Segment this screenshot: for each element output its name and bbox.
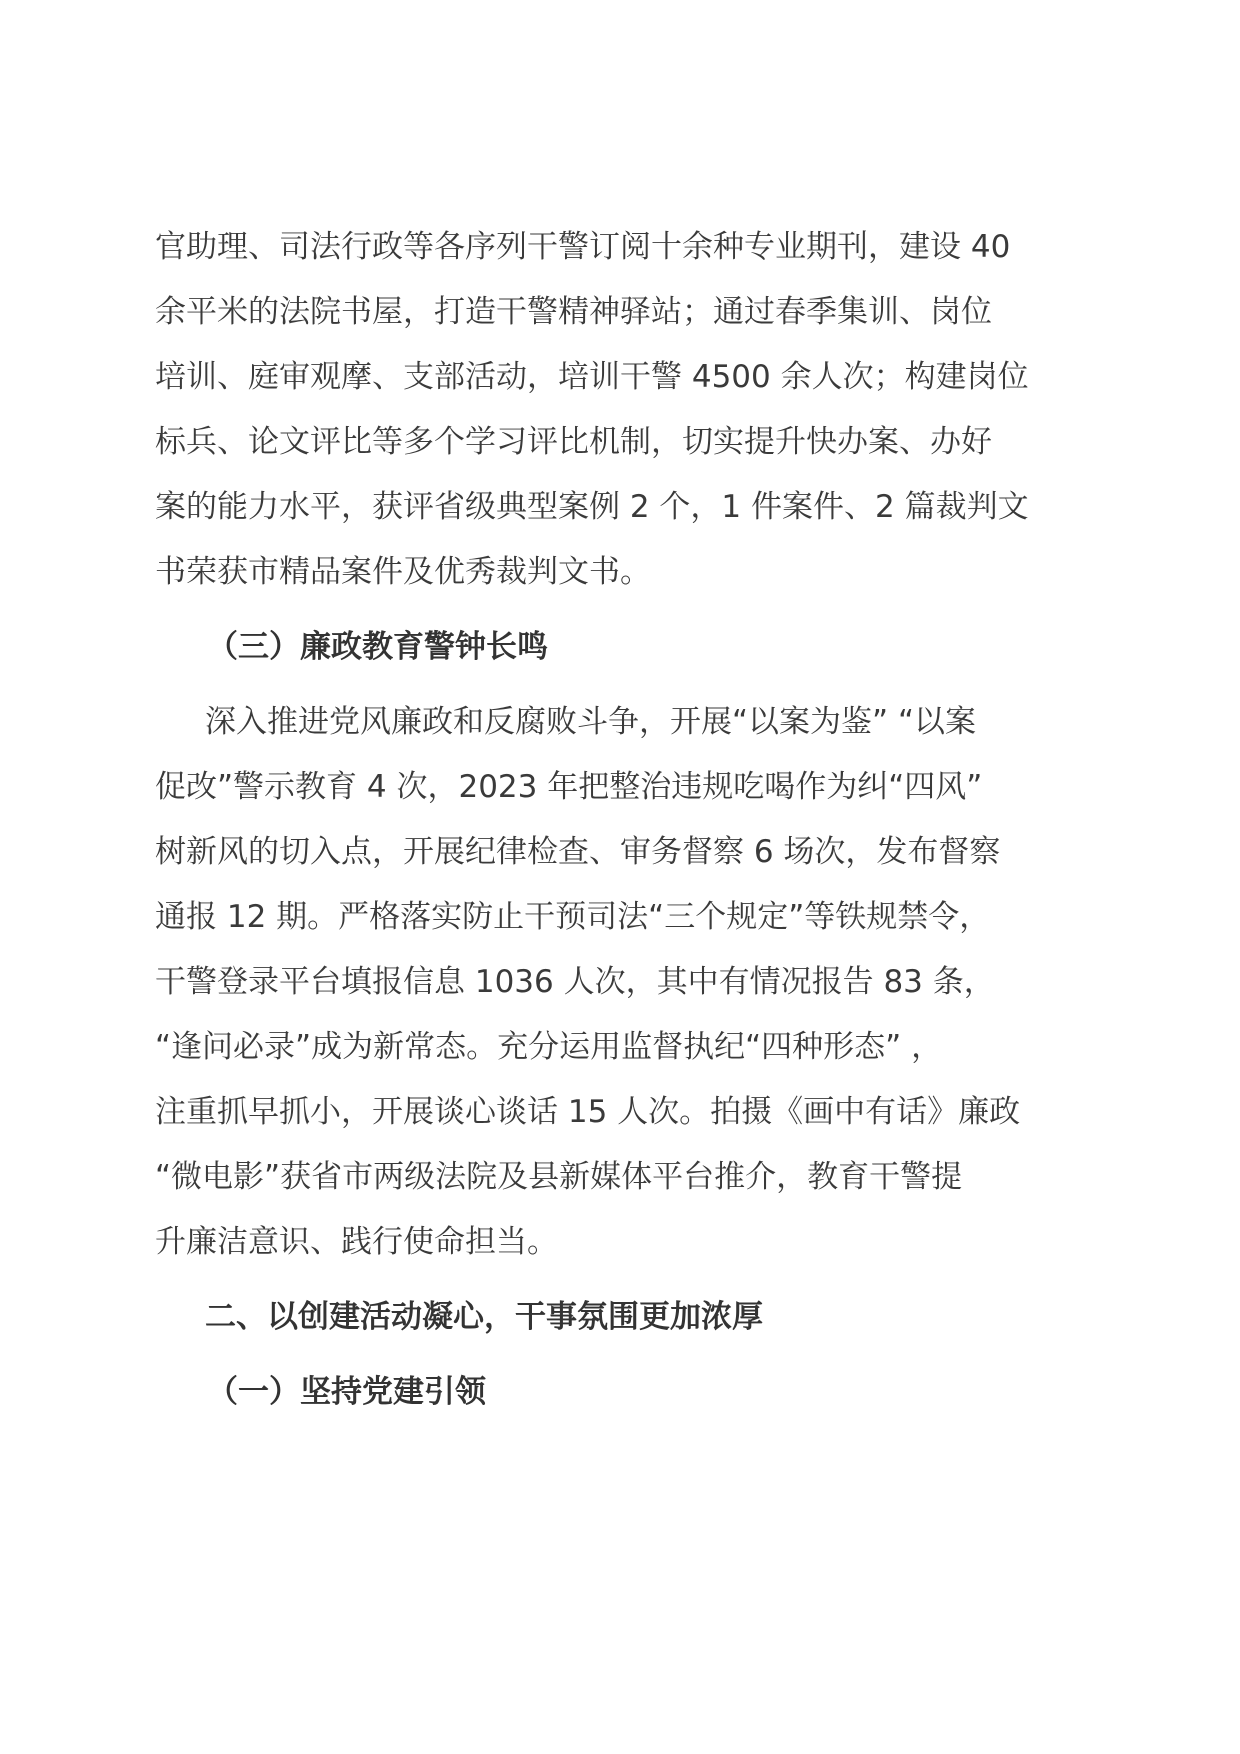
section-heading: （三）廉政教育警钟长鸣 xyxy=(207,629,548,665)
paragraph-line: 培训、庭审观摩、支部活动，培训干警 4500 余人次；构建岗位 xyxy=(155,359,1029,395)
paragraph-line: 注重抓早抓小，开展谈心谈话 15 人次。拍摄《画中有话》廉政 xyxy=(155,1094,1021,1130)
paragraph-line: 余平米的法院书屋，打造干警精神驿站；通过春季集训、岗位 xyxy=(155,294,992,330)
paragraph-line: “微电影”获省市两级法院及县新媒体平台推介，教育干警提 xyxy=(155,1159,963,1195)
paragraph-line: 促改”警示教育 4 次，2023 年把整治违规吃喝作为纠“四风” xyxy=(155,769,983,805)
paragraph-line: 书荣获市精品案件及优秀裁判文书。 xyxy=(155,554,651,590)
paragraph-line: 干警登录平台填报信息 1036 人次，其中有情况报告 83 条， xyxy=(155,964,995,1000)
paragraph-line: 官助理、司法行政等各序列干警订阅十余种专业期刊，建设 40 xyxy=(155,229,1011,265)
paragraph-line: “逢问必录”成为新常态。充分运用监督执纪“四种形态” ， xyxy=(155,1029,943,1065)
paragraph-line: 标兵、论文评比等多个学习评比机制，切实提升快办案、办好 xyxy=(155,424,992,460)
paragraph-line: 通报 12 期。严格落实防止干预司法“三个规定”等铁规禁令， xyxy=(155,899,991,935)
paragraph-line: 树新风的切入点，开展纪律检查、审务督察 6 场次，发布督察 xyxy=(155,834,1001,870)
chapter-heading: 二、以创建活动凝心，干事氛围更加浓厚 xyxy=(205,1299,763,1335)
paragraph-line: 升廉洁意识、践行使命担当。 xyxy=(155,1224,558,1260)
section-heading: （一）坚持党建引领 xyxy=(207,1374,486,1410)
paragraph-line: 深入推进党风廉政和反腐败斗争，开展“以案为鉴” “以案 xyxy=(205,704,977,740)
paragraph-line: 案的能力水平，获评省级典型案例 2 个，1 件案件、2 篇裁判文 xyxy=(155,489,1029,525)
